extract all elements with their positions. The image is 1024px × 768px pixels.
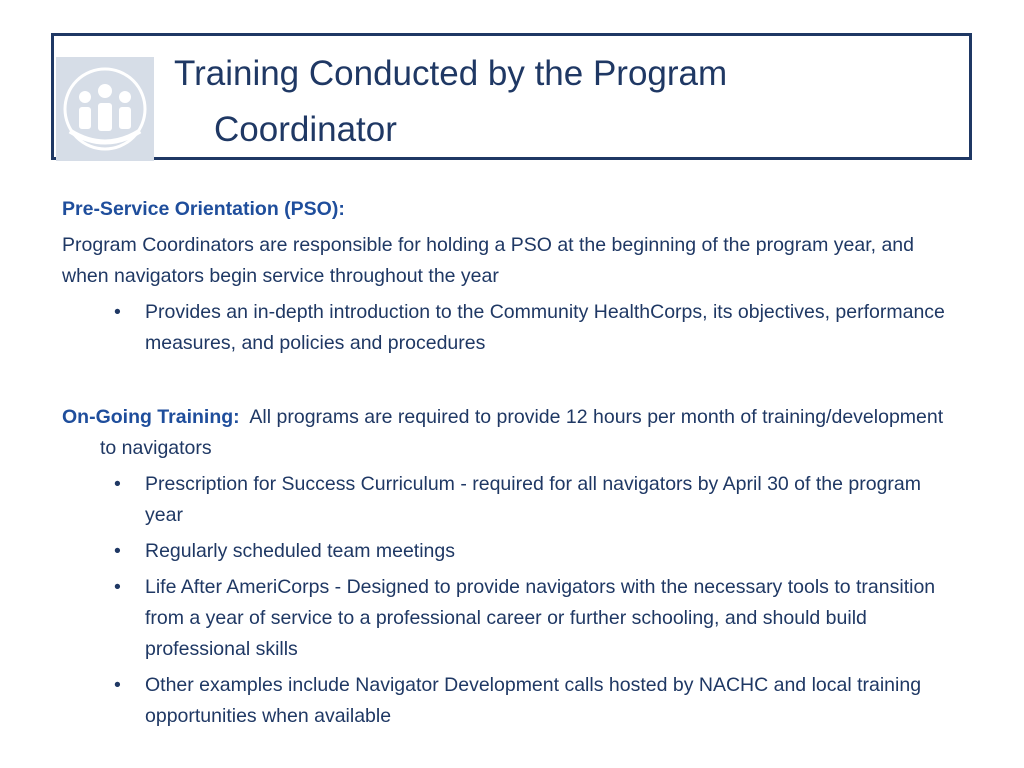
list-item-text: Regularly scheduled team meetings [145,540,456,562]
list-item [62,572,962,665]
list-item [62,297,962,359]
title-box [51,33,972,160]
list-item-text: Life After AmeriCorps - Designed to provide navigators with the necessary tools to transition from a year of service to a professional career or further schooling, and should build professional skills [145,576,936,660]
ongoing-heading: On-Going Training: [62,406,240,428]
ongoing-bullet-list [62,469,962,732]
list-item-text: Provides an in-depth introduction to the Community HealthCorps, its objectives, performance measures, and policies and procedures [145,301,945,354]
slide-title-line-2: Coordinator [214,110,397,149]
bullet-icon: • [114,301,121,323]
community-healthcorps-logo-icon [56,57,154,161]
bullet-icon: • [114,540,121,562]
list-item-text: Prescription for Success Curriculum - required for all navigators by April 30 of the program year [145,473,921,526]
pso-description: Program Coordinators are responsible for holding a PSO at the beginning of the program year, and when navigators begin service throughout the year [62,234,915,287]
list-item [62,469,962,531]
ongoing-training-paragraph [62,402,962,464]
slide-title [174,46,954,158]
ongoing-description: All programs are required to provide 12 hours per month of training/development to navigators [100,406,944,459]
list-item-text: Other examples include Navigator Development calls hosted by NACHC and local training opportunities when available [145,674,922,727]
pso-bullet-list [62,297,962,359]
bullet-icon: • [114,674,121,696]
slide-title-line-1: Training Conducted by the Program [174,54,728,93]
pso-heading: Pre-Service Orientation (PSO): [62,198,345,220]
list-item [62,670,962,732]
section-spacer [62,359,962,402]
bullet-icon: • [114,473,121,495]
bullet-icon: • [114,576,121,598]
list-item [62,536,962,567]
slide-body [62,194,962,732]
